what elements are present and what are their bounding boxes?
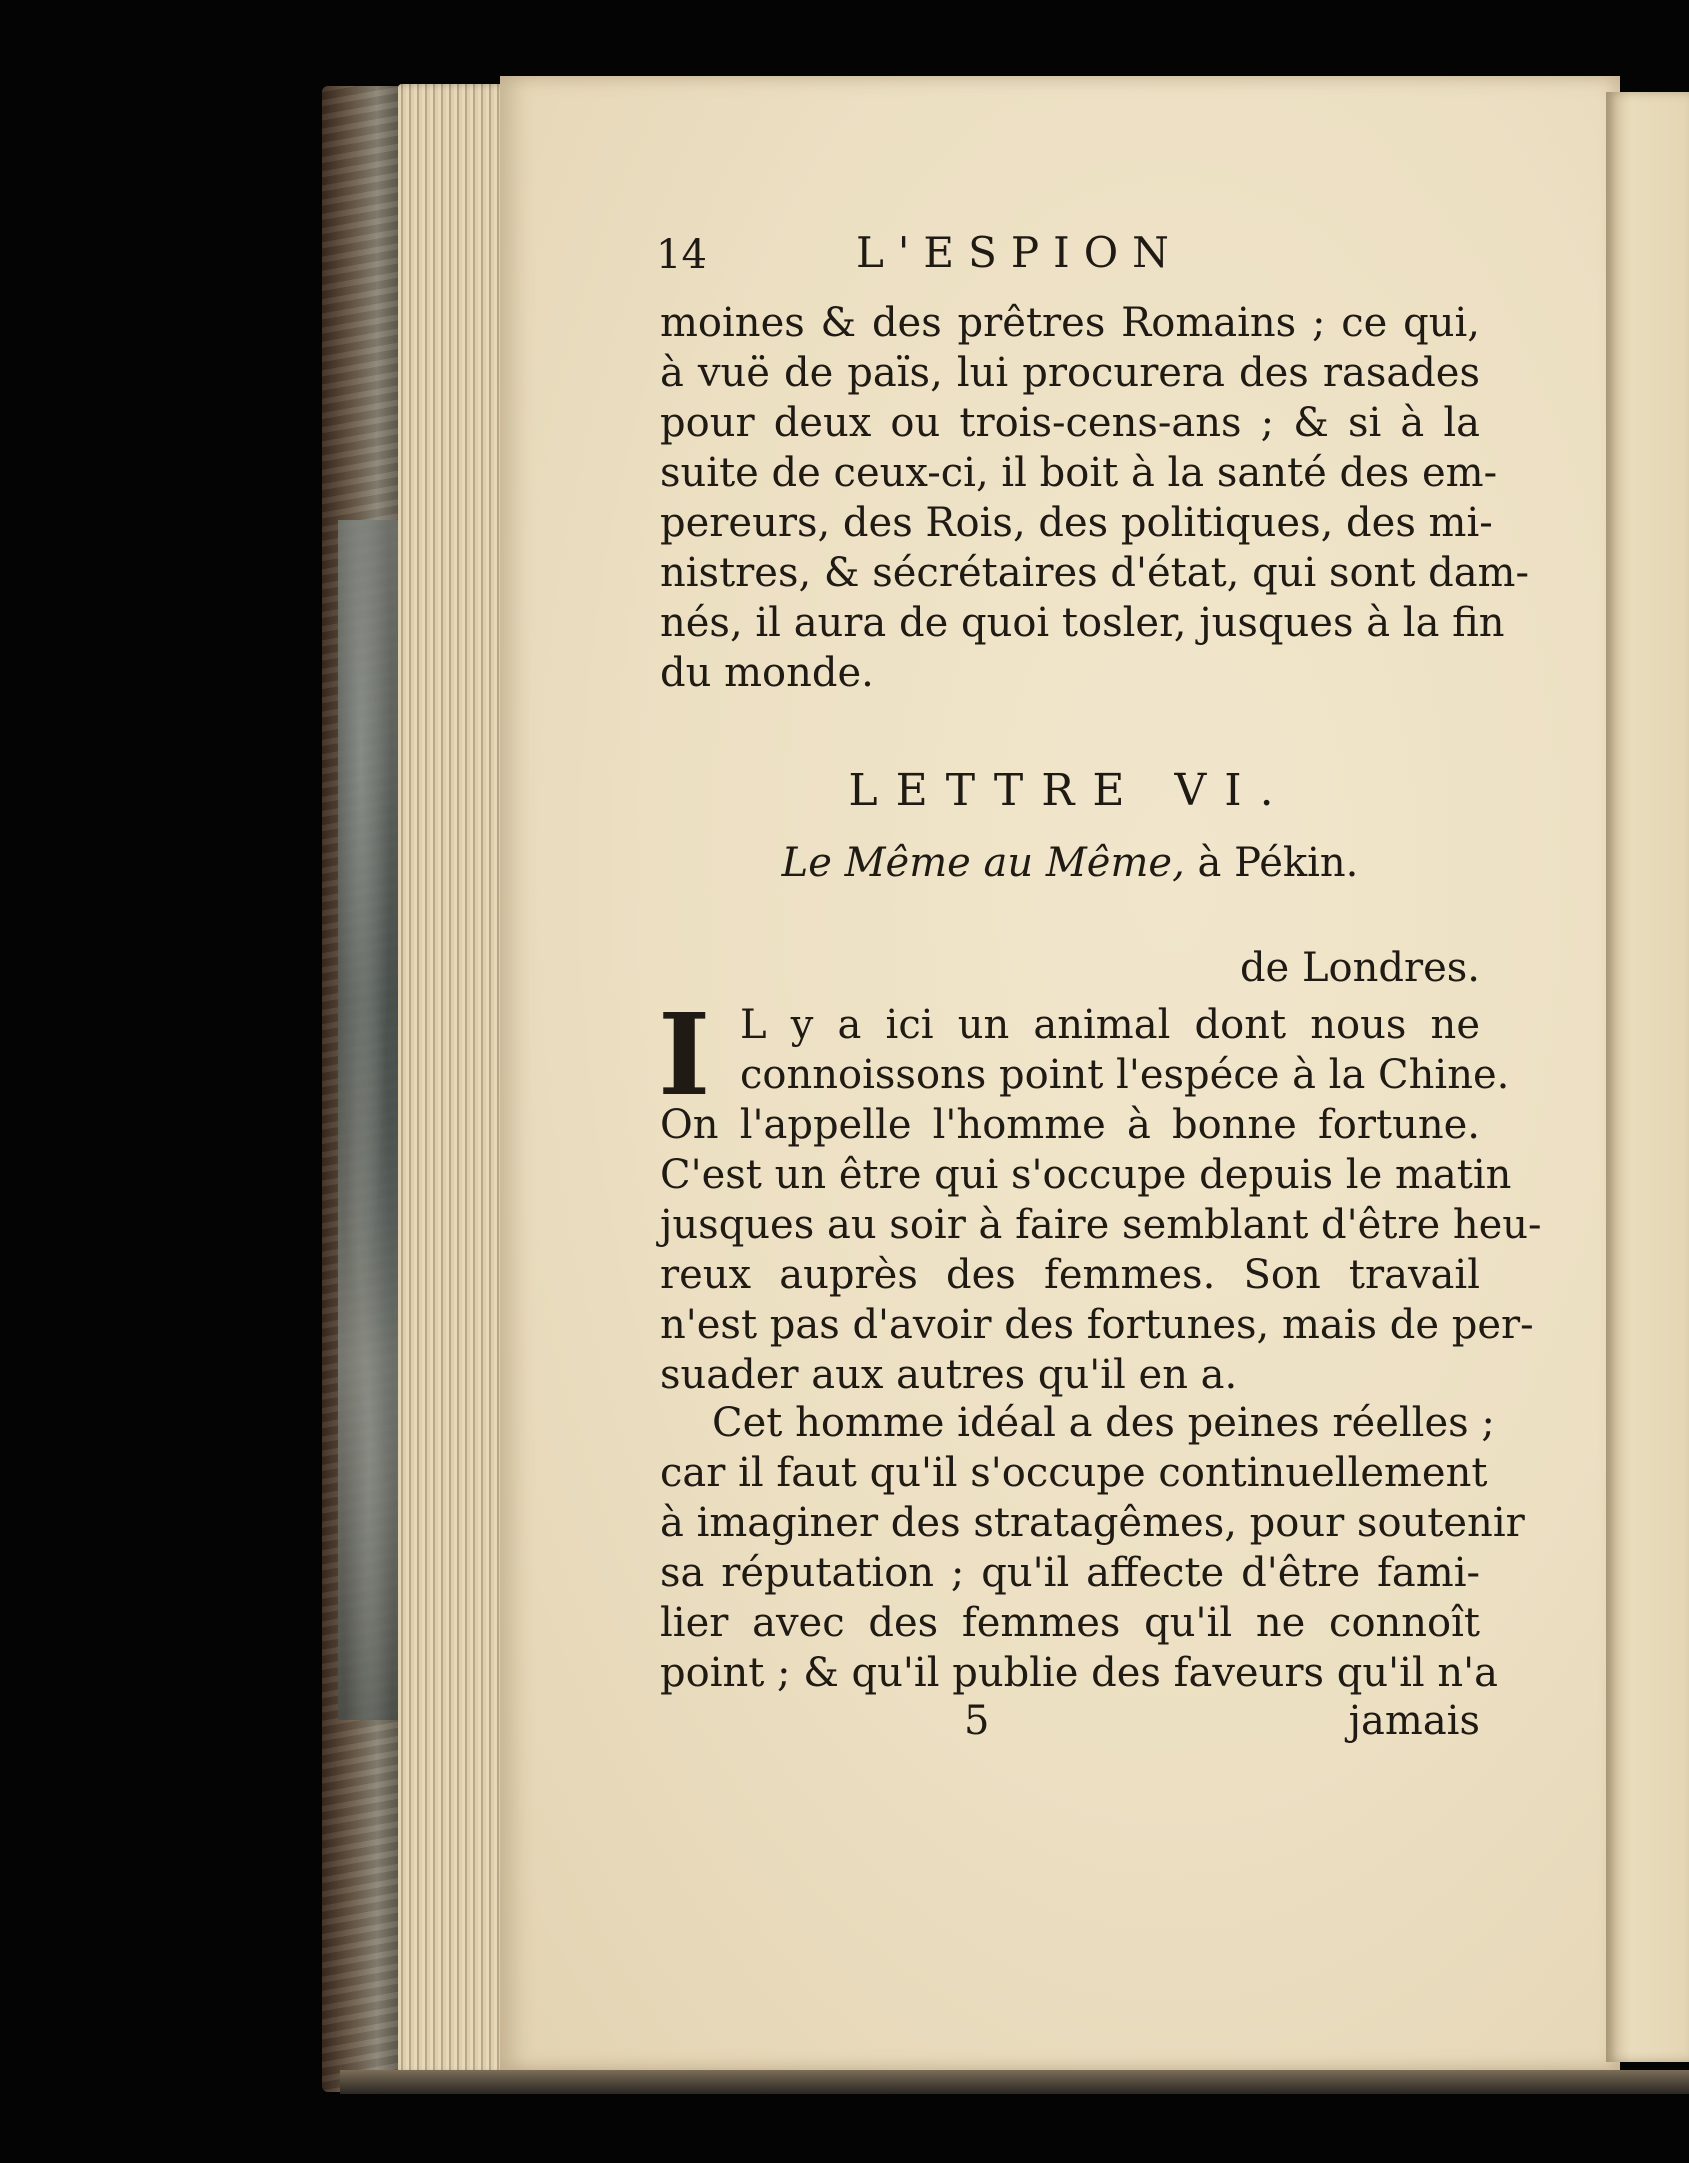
- letter-origin: de Londres.: [1239, 945, 1480, 991]
- letter-heading: LETTRE VI.: [848, 765, 1292, 816]
- catchword: jamais: [1348, 1698, 1480, 1744]
- page-footer: [660, 1698, 1480, 1758]
- text-line: nés, il aura de quoi tosler, jusques à la fin: [660, 600, 1505, 646]
- continued-paragraph: [660, 298, 1530, 698]
- paragraph-2: [660, 1398, 1525, 1698]
- text-line: pereurs, des Rois, des politiques, des mi-: [660, 500, 1493, 546]
- text-line: Cet homme idéal a des peines réelles ;: [712, 1400, 1495, 1446]
- text-line: reux auprès des femmes. Son travail: [660, 1252, 1480, 1298]
- text-line: à imaginer des stratagêmes, pour soutenir: [660, 1500, 1525, 1546]
- text-line: point ; & qu'il publie des faveurs qu'il n'a: [660, 1650, 1498, 1696]
- text-line: jusques au soir à faire semblant d'être heu-: [660, 1202, 1542, 1248]
- text-line: suite de ceux-ci, il boit à la santé des em-: [660, 450, 1498, 496]
- text-line: lier avec des femmes qu'il ne connoît: [660, 1600, 1480, 1646]
- text-line: On l'appelle l'homme à bonne fortune.: [660, 1102, 1480, 1148]
- letter-subtitle-italic: Le Même au Même,: [781, 840, 1185, 886]
- text-line: du monde.: [660, 650, 874, 696]
- text-line: suader aux autres qu'il en a.: [660, 1352, 1238, 1398]
- page-number: 14: [656, 232, 707, 278]
- bottom-edge: [340, 2070, 1689, 2094]
- text-line: connoissons point l'espéce à la Chine.: [740, 1052, 1510, 1098]
- text-line: moines & des prêtres Romains ; ce qui,: [660, 300, 1480, 346]
- drop-cap: I: [658, 990, 711, 1121]
- letter-subtitle: [660, 840, 1480, 886]
- text-line: car il faut qu'il s'occupe continuellement: [660, 1450, 1488, 1496]
- text-line: sa réputation ; qu'il affecte d'être fami-: [660, 1550, 1480, 1596]
- text-line: n'est pas d'avoir des fortunes, mais de per-: [660, 1302, 1534, 1348]
- text-line: à vuë de païs, lui procurera des rasades: [660, 350, 1480, 396]
- running-head: [656, 228, 1486, 288]
- text-line: nistres, & sécrétaires d'état, qui sont dam-: [660, 550, 1530, 596]
- signature-mark: 5: [964, 1698, 990, 1744]
- running-title: L'ESPION: [856, 228, 1183, 277]
- letter-subtitle-place: à Pékin.: [1197, 840, 1359, 886]
- text-line: L y a ici un animal dont nous ne: [740, 1002, 1480, 1048]
- text-line: pour deux ou trois-cens-ans ; & si à la: [660, 400, 1480, 446]
- paragraph-1: [658, 990, 1542, 1400]
- facing-page-edge: [1606, 92, 1689, 2062]
- text-line: C'est un être qui s'occupe depuis le matin: [660, 1152, 1512, 1198]
